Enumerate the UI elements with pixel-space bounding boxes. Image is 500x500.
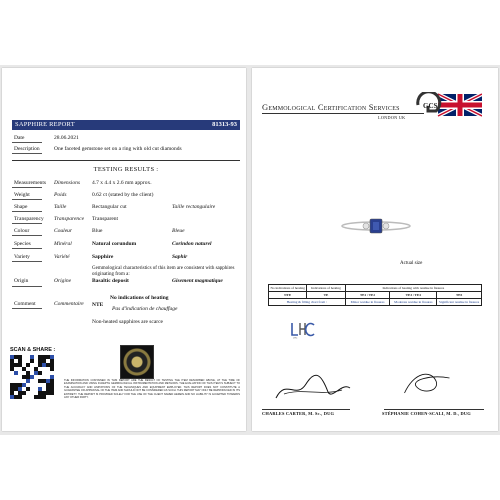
svg-text:GCS: GCS — [423, 102, 438, 110]
table-cell: Significant residue in fissures — [437, 299, 482, 306]
origin-note: Gemmological characteristics of this item are consistent with sapphires originating from a: — [92, 266, 235, 277]
row-label-fr: Transparence — [54, 216, 85, 222]
row-label: Species — [14, 241, 31, 247]
lab-title: Gemmological Certification Services — [262, 102, 400, 112]
row-label-fr: Variété — [54, 254, 70, 260]
row-value-fr: Corindon naturel — [172, 241, 212, 247]
title-underline — [262, 113, 424, 114]
row-value: 0.62 ct (stated by the client) — [92, 192, 154, 198]
description-label: Description — [14, 146, 40, 152]
row-label-fr: Couleur — [54, 228, 73, 234]
signature-line — [384, 409, 484, 410]
lab-city: LONDON UK — [378, 115, 406, 120]
report-header-bar — [12, 120, 240, 130]
row-label: Origin — [14, 278, 29, 284]
table-header-cell: Indications of heating with residue in fissures — [345, 285, 481, 292]
row-label: Weight — [14, 192, 30, 198]
label-underline — [12, 199, 42, 200]
table-row-label: Heating & filling chart from : — [269, 299, 346, 306]
comment-code: NTE — [92, 302, 104, 308]
gcs-flag-logo-icon — [416, 92, 482, 118]
table-cell: Minor residue in fissures — [345, 299, 390, 306]
sapphire-report-page — [2, 68, 246, 431]
row-label-fr: Taille — [54, 204, 67, 210]
lhc-logo-icon — [290, 321, 316, 339]
row-value-fr: Taille rectangulaire — [172, 204, 216, 210]
row-label: Variety — [14, 254, 30, 260]
qr-code[interactable] — [10, 355, 54, 399]
row-value-fr: Saphir — [172, 254, 188, 260]
table-code-cell: TE3 / TE4 — [390, 292, 437, 299]
label-underline — [12, 248, 42, 249]
row-value: Rectangular cut — [92, 204, 127, 210]
row-label: Comment — [14, 301, 36, 307]
table-header-cell: Indications of heating — [307, 285, 345, 292]
origin-value: Basaltic deposit — [92, 278, 129, 284]
testing-results-title: TESTING RESULTS : — [93, 166, 159, 173]
row-value: 4.7 x 4.4 x 2.6 mm approx. — [92, 180, 152, 186]
certificate-page — [252, 68, 498, 431]
row-label-fr: Dimensions — [54, 180, 80, 186]
date-label: Date — [14, 135, 25, 141]
signature-line — [262, 409, 350, 410]
table-code-cell: TE — [307, 292, 345, 299]
comment-row — [12, 295, 240, 335]
heating-chart-table — [268, 284, 482, 306]
label-underline — [12, 223, 42, 224]
row-label: Transparency — [14, 216, 44, 222]
row-value: Sapphire — [92, 254, 114, 260]
report-title: SAPPHIRE REPORT — [15, 121, 75, 128]
section-divider — [12, 160, 240, 161]
label-underline — [12, 187, 42, 188]
row-label: Measurements — [14, 180, 47, 186]
comment-footnote: Non-heated sapphires are scarce — [92, 319, 164, 325]
signer-name-2: STÉPHANIE COHEN-SCALI, M. D., DUG — [382, 411, 471, 416]
label-underline — [12, 211, 42, 212]
row-label-fr: Commentaire — [54, 301, 84, 307]
svg-text:LHC: LHC — [293, 337, 298, 339]
date-value: 28.06.2021 — [54, 135, 79, 141]
scan-share-label: SCAN & SHARE : — [10, 347, 56, 353]
ring-photo — [340, 206, 412, 246]
signature-carter — [272, 374, 352, 404]
row-value: Transparent — [92, 216, 119, 222]
origin-value-fr: Gisement magmatique — [172, 278, 223, 284]
table-code-cell: NTE — [269, 292, 307, 299]
label-underline — [12, 286, 42, 287]
report-number: 81313-93 — [212, 121, 237, 128]
row-label-fr: Minéral — [54, 241, 72, 247]
signer-name-1: CHARLES CARTER, M. Sc., DUG — [262, 411, 335, 416]
description-value: One faceted gemstone set on a ring with old cut diamonds — [54, 146, 182, 152]
comment-value-fr: Pas d'indication de chauffage — [112, 306, 178, 312]
table-cell: Moderate residue in fissures — [390, 299, 437, 306]
actual-size-caption: Actual size — [400, 261, 423, 266]
table-code-cell: TE5 — [437, 292, 482, 299]
row-value-fr: Bleue — [172, 228, 185, 234]
row-value: Natural corundum — [92, 241, 137, 247]
table-code-cell: TE1 / TE2 — [345, 292, 390, 299]
origin-row — [12, 266, 240, 296]
row-label-fr: Poids — [54, 192, 67, 198]
table-header-cell: No indications of heating — [270, 286, 305, 290]
row-label: Shape — [14, 204, 28, 210]
row-label: Colour — [14, 228, 30, 234]
label-underline — [12, 235, 42, 236]
disclaimer-text: THE INFORMATION CONTAINED IN THIS REPORT ARE THE RESULT OF TESTING THE ITEM DESCRIBED ABOVE, AT THE TIME OF EXAMINATION AND USING IN-DEPTH GEMMOLOGICAL INSTRUMENTATION AND METHODS. THE EVALUATION OF THIS ITEM IS SUBJECT TO THE ACCURACY AND LIMITATIONS OF THE TECHNIQUES AND EQUIPMENT EMPLOYED. THIS REPORT DOES NOT CONSTITUTE A GUARANTEE OR APPRAISAL OF THE ITEM AND SHOULD NOT BE CONSIDERED AS SUCH. THIS REPORT MAY ONLY BE REPRODUCED IN ITS ENTIRETY. THE REPORT IS PROVIDED SOLELY FOR THE USE OF THE CLIENT NAMED HEREIN AND NO LIABILITY IS ACCEPTED TOWARDS ANY OTHER PARTY. — [64, 379, 240, 400]
hologram-seal-icon — [120, 345, 154, 379]
row-label-fr: Origine — [54, 278, 72, 284]
signature-cohen-scali — [392, 368, 462, 398]
row-value: Blue — [92, 228, 103, 234]
label-underline — [12, 261, 42, 262]
label-underline — [12, 142, 42, 143]
label-underline — [12, 308, 42, 309]
comment-value: No indications of heating — [110, 295, 169, 301]
label-underline — [12, 153, 42, 154]
